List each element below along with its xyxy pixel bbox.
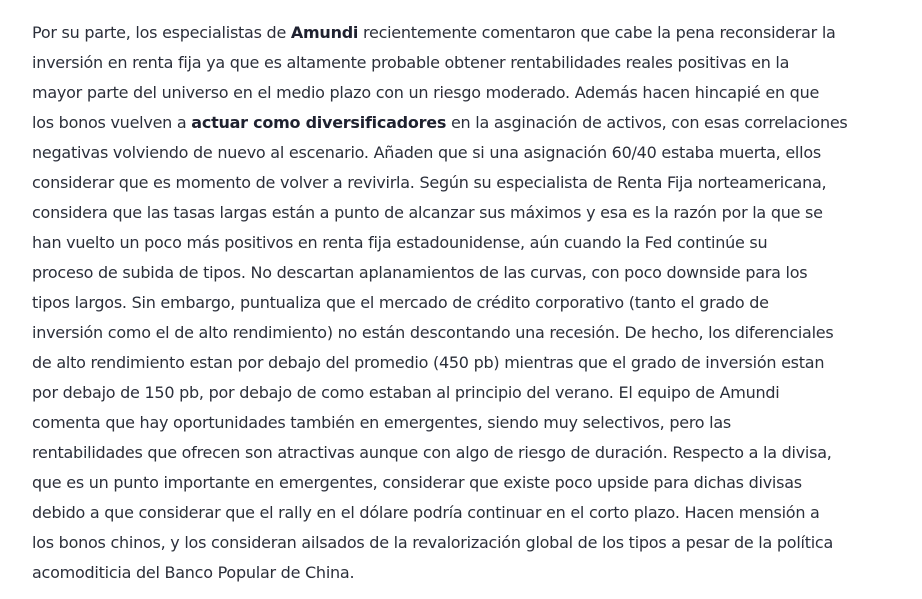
paragraph-line [32,468,917,498]
paragraph-line [32,108,917,138]
paragraph-line [32,408,917,438]
text-segment: Por su parte, los especialistas de [32,23,291,42]
text-segment: considerar que es momento de volver a revivirla. Según su especialista de Renta Fija norteamericana, [32,173,827,192]
paragraph-line [32,18,917,48]
paragraph-line [32,138,917,168]
article-paragraph [32,18,917,588]
text-segment: los bonos vuelven a [32,113,192,132]
paragraph-line [32,438,917,468]
paragraph-line [32,378,917,408]
text-segment: recientemente comentaron que cabe la pena reconsiderar la [358,23,836,42]
paragraph-line [32,48,917,78]
text-segment: los bonos chinos, y los consideran ailsados de la revalorización global de los tipos a pesar de la política [32,533,834,552]
emphasized-text: Amundi [290,23,359,42]
paragraph-line [32,318,917,348]
text-segment: por debajo de 150 pb, por debajo de como estaban al principio del verano. El equipo de Amundi [32,383,780,402]
paragraph-line [32,168,917,198]
paragraph-line [32,348,917,378]
text-segment: proceso de subida de tipos. No descartan aplanamientos de las curvas, con poco downside para los [32,263,808,282]
text-segment: comenta que hay oportunidades también en emergentes, siendo muy selectivos, pero las [32,413,731,432]
paragraph-line [32,528,917,558]
text-segment: en la asginación de activos, con esas correlaciones [446,113,848,132]
text-segment: mayor parte del universo en el medio plazo con un riesgo moderado. Además hacen hincapié en que [32,83,820,102]
article-body [32,18,917,588]
paragraph-line [32,258,917,288]
text-segment: acomoditicia del Banco Popular de China. [32,563,355,582]
text-segment: rentabilidades que ofrecen son atractivas aunque con algo de riesgo de duración. Respecto a la divisa, [32,443,832,462]
text-segment: considera que las tasas largas están a punto de alcanzar sus máximos y esa es la razón por la que se [32,203,823,222]
paragraph-line [32,228,917,258]
text-segment: han vuelto un poco más positivos en renta fija estadounidense, aún cuando la Fed continúe su [32,233,768,252]
text-segment: negativas volviendo de nuevo al escenario. Añaden que si una asignación 60/40 estaba muerta, ellos [32,143,821,162]
paragraph-line [32,288,917,318]
text-segment: que es un punto importante en emergentes, considerar que existe poco upside para dichas divisas [32,473,802,492]
text-segment: debido a que considerar que el rally en el dólare podría continuar en el corto plazo. Hacen mensión a [32,503,820,522]
text-segment: inversión como el de alto rendimiento) no están descontando una recesión. De hecho, los diferenciales [32,323,834,342]
paragraph-line [32,558,917,588]
text-segment: de alto rendimiento estan por debajo del promedio (450 pb) mientras que el grado de inversión estan [32,353,825,372]
paragraph-line [32,198,917,228]
paragraph-line [32,78,917,108]
text-segment: tipos largos. Sin embargo, puntualiza que el mercado de crédito corporativo (tanto el grado de [32,293,769,312]
paragraph-line [32,498,917,528]
emphasized-text: actuar como diversificadores [191,113,447,132]
text-segment: inversión en renta fija ya que es altamente probable obtener rentabilidades reales positivas en la [32,53,790,72]
